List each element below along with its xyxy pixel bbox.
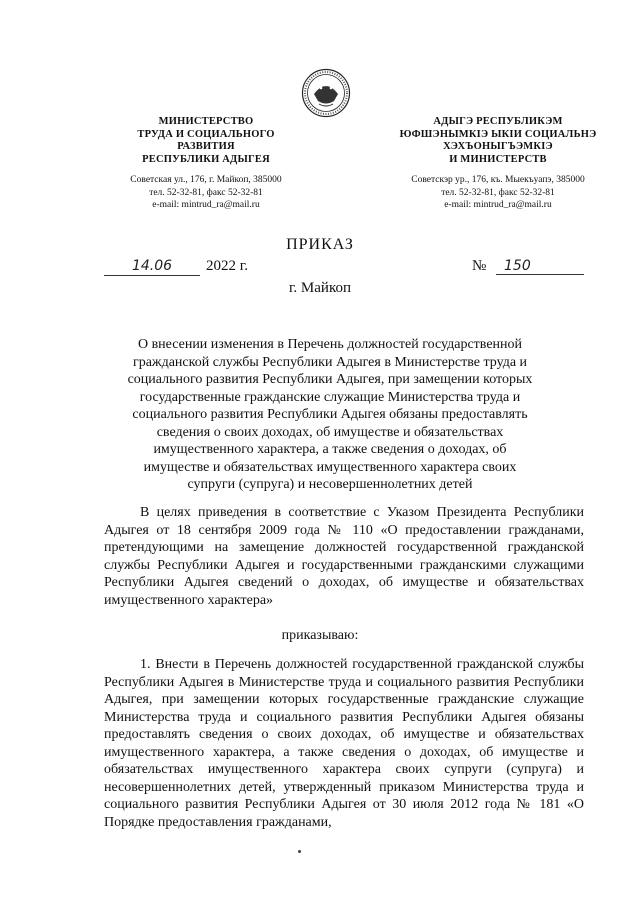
ministry-name-line: АДЫГЭ РЕСПУБЛИКЭМ <box>433 116 563 127</box>
handwritten-date: 14.06 <box>104 258 200 276</box>
phone-fax: тел. 52-32-81, факс 52-32-81 <box>149 187 263 198</box>
address: Советская ул., 176, г. Майкоп, 385000 <box>130 175 282 185</box>
ministry-name-line: РЕСПУБЛИКИ АДЫГЕЯ <box>142 153 270 165</box>
preamble-paragraph: В целях приведения в соответствие с Указом Президента Республики Адыгея от 18 сентября 2009 года № 110 «О предоставлении гражданами, претендующими на замещение должностей государственной гражданской службы Республики Адыгея и государственными гражданскими служащими Республики Адыгея сведений о доходах, об имуществе и обязательствах имущественного характера» <box>104 505 584 608</box>
ministry-name-line: И МИНИСТЕРСТВ <box>449 153 547 165</box>
city: г. Майкоп <box>288 280 352 296</box>
phone-fax: тел. 52-32-81, факс 52-32-81 <box>441 187 555 198</box>
date-number-row <box>104 258 584 280</box>
address: Советскэр ур., 176, къ. Мыекъуапэ, 385000 <box>411 175 585 185</box>
email: e-mail: mintrud_ra@mail.ru <box>444 200 552 210</box>
ministry-name-line: ХЭХЪОНЫГЪЭМКIЭ <box>443 141 553 152</box>
ministry-name-line: МИНИСТЕРСТВО <box>158 116 254 127</box>
order-item-1: 1. Внести в Перечень должностей государственной гражданской службы Республики Адыгея в Министерстве труда и социального развития Республики Адыгея, при замещении которых государственные гражданские служащие Министерства труда и социального развития Республики Адыгея обязаны предоставлять сведения о своих доходах, об имуществе и обязательствах имущественного характера, а также сведения о доходах, об имуществе и обязательствах имущественного характера своих супруги (супруга) и несовершеннолетних детей, утвержденный приказом Министерства труда и социального развития Республики Адыгея от 30 июля 2012 года № 181 «О Порядке предоставления гражданами, <box>104 657 584 830</box>
order-subject: О внесении изменения в Перечень должностей государственной гражданской службы Республики Адыгея в Министерстве труда и социального развития Республики Адыгея, при замещении которых государственные гражданские служащие Министерства труда и социального развития Республики Адыгея обязаны предоставлять сведения о своих доходах, об имуществе и обязательствах имущественного характера, а также сведения о доходах, об имуществе и обязательствах имущественного характера своих супруги (супруга) и несовершеннолетних детей <box>127 337 533 492</box>
date-year: 2022 г. <box>206 258 248 274</box>
handwritten-number: 150 <box>496 258 584 275</box>
ministry-contacts <box>86 174 326 212</box>
ministry-contacts <box>378 174 618 212</box>
number-sign: № <box>472 258 487 274</box>
email: e-mail: mintrud_ra@mail.ru <box>152 200 260 210</box>
ministry-header-russian <box>86 116 326 212</box>
ministry-name-line: ЮФШЭНЫМКIЭ ЫКIИ СОЦИАЛЬНЭ <box>399 128 597 140</box>
order-word: приказываю: <box>281 628 359 643</box>
ministry-name-line: РАЗВИТИЯ <box>177 141 235 152</box>
document-title: ПРИКАЗ <box>286 236 354 253</box>
coat-of-arms-emblem <box>301 68 351 118</box>
ministry-name-line: ТРУДА И СОЦИАЛЬНОГО <box>137 128 275 140</box>
scan-speck <box>298 850 301 853</box>
ministry-header-adyghe <box>378 116 618 212</box>
